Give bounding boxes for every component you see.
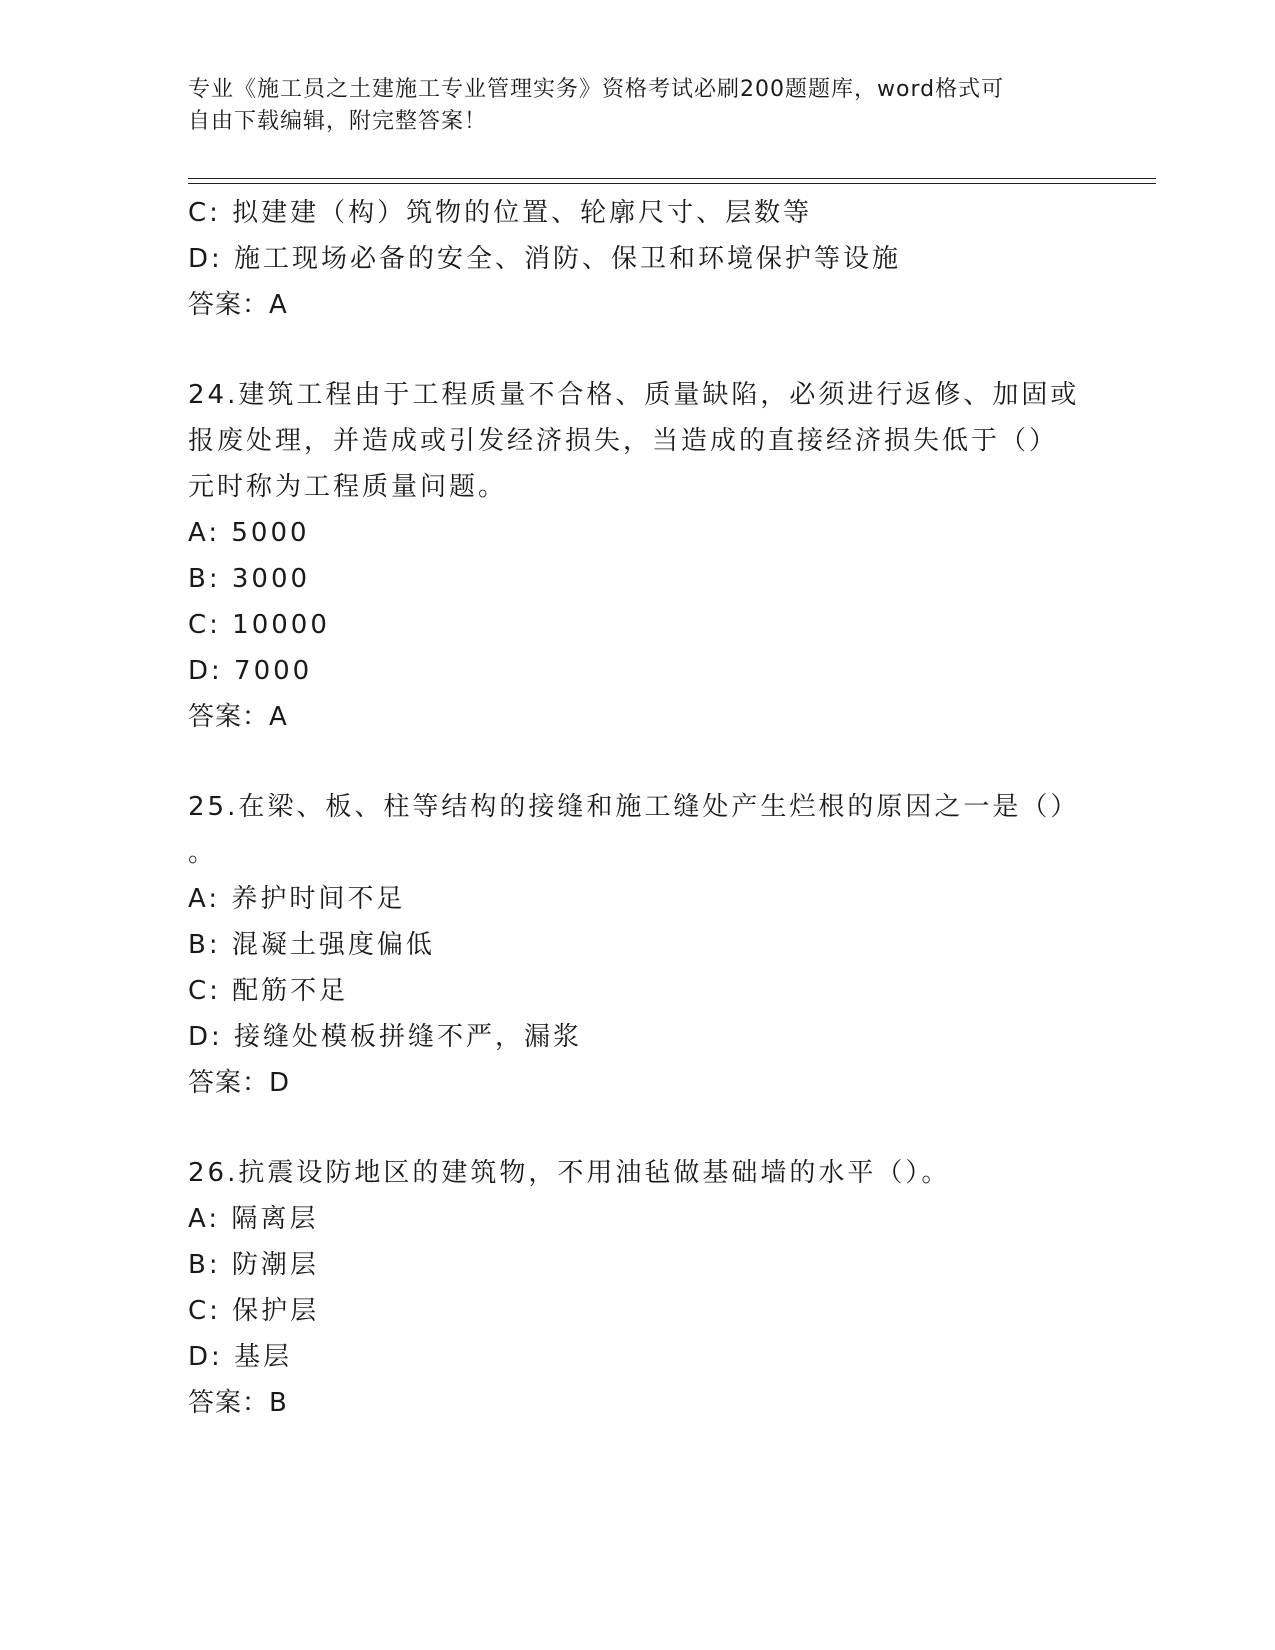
document-header <box>188 74 1068 138</box>
option-c: C: 保护层 <box>188 1296 320 1326</box>
option-d: D: 7000 <box>188 656 313 686</box>
answer: 答案：D <box>188 1068 291 1098</box>
option-c: C: 配筋不足 <box>188 976 349 1006</box>
header-rule-top <box>188 178 1156 179</box>
answer: 答案：A <box>188 702 288 732</box>
option-a: A: 隔离层 <box>188 1204 319 1234</box>
question-list <box>188 190 1088 1470</box>
header-line-1: 专业《施工员之土建施工专业管理实务》资格考试必刷200题题库，word格式可 <box>188 77 1005 102</box>
answer: 答案：A <box>188 290 288 320</box>
option-d: D: 基层 <box>188 1342 293 1372</box>
option-d: D: 接缝处模板拼缝不严，漏浆 <box>188 1022 583 1052</box>
question-stem-line-1: 25.在梁、板、柱等结构的接缝和施工缝处产生烂根的原因之一是（） <box>188 792 1080 822</box>
question-stem-line-1: 26.抗震设防地区的建筑物，不用油毡做基础墙的水平（）。 <box>188 1158 951 1188</box>
answer: 答案：B <box>188 1388 288 1418</box>
option-b: B: 防潮层 <box>188 1250 319 1280</box>
option-a: A: 5000 <box>188 518 310 548</box>
option-b: B: 3000 <box>188 564 311 594</box>
question-24 <box>188 372 1088 740</box>
question-stem-line-3: 元时称为工程质量问题。 <box>188 472 508 502</box>
question-stem-line-2: 。 <box>188 838 218 868</box>
header-line-2: 自由下载编辑，附完整答案！ <box>188 109 488 134</box>
question-26 <box>188 1150 1088 1426</box>
question-stem-line-1: 24.建筑工程由于工程质量不合格、质量缺陷，必须进行返修、加固或 <box>188 380 1080 410</box>
option-d: D: 施工现场必备的安全、消防、保卫和环境保护等设施 <box>188 244 902 274</box>
option-b: B: 混凝土强度偏低 <box>188 930 435 960</box>
question-stem-line-2: 报废处理，并造成或引发经济损失，当造成的直接经济损失低于（） <box>188 426 1059 456</box>
header-rule-bottom <box>188 183 1156 184</box>
question-25 <box>188 784 1088 1106</box>
option-a: A: 养护时间不足 <box>188 884 406 914</box>
question-23-continued <box>188 190 1088 328</box>
option-c: C: 10000 <box>188 610 330 640</box>
option-c: C: 拟建建（构）筑物的位置、轮廓尺寸、层数等 <box>188 198 813 228</box>
